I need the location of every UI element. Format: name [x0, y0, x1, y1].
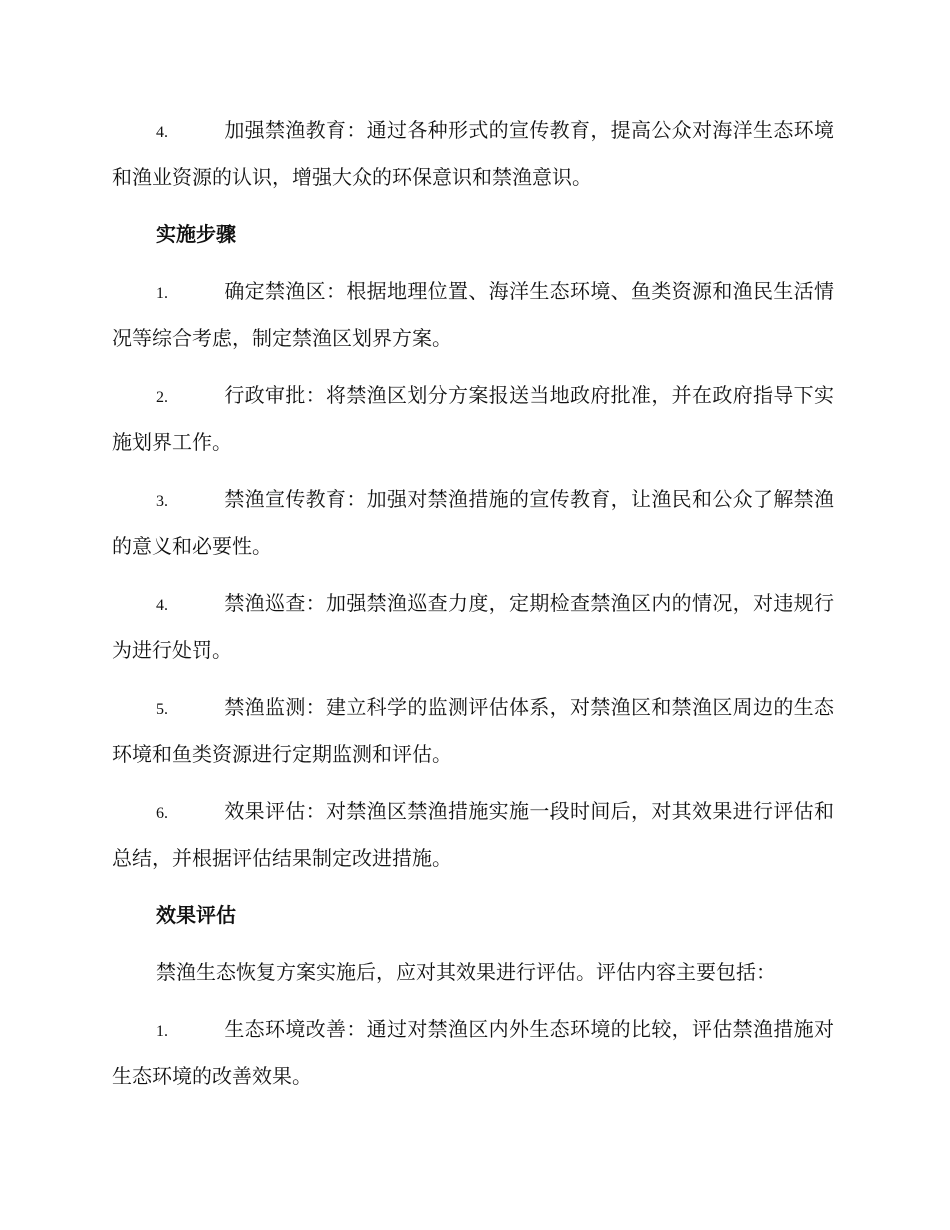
list-item	[112, 1007, 834, 1099]
list-item-text: 禁渔巡查：加强禁渔巡查力度，定期检查禁渔区内的情况，对违规行为进行处罚。	[112, 591, 834, 662]
list-item	[112, 581, 834, 673]
list-item-text: 生态环境改善：通过对禁渔区内外生态环境的比较，评估禁渔措施对生态环境的改善效果。	[112, 1017, 834, 1088]
list-item-text: 加强禁渔教育：通过各种形式的宣传教育，提高公众对海洋生态环境和渔业资源的认识，增强大众的环保意识和禁渔意识。	[112, 118, 834, 189]
list-item-text: 禁渔监测：建立科学的监测评估体系，对禁渔区和禁渔区周边的生态环境和鱼类资源进行定期监测和评估。	[112, 695, 834, 766]
list-item	[112, 269, 834, 361]
list-item-text: 效果评估：对禁渔区禁渔措施实施一段时间后，对其效果进行评估和总结，并根据评估结果制定改进措施。	[112, 799, 834, 870]
list-item	[112, 477, 834, 569]
list-item-number: 3.	[156, 493, 168, 510]
list-item	[112, 108, 834, 200]
list-item-number: 4.	[156, 597, 168, 614]
list-item-text: 确定禁渔区：根据地理位置、海洋生态环境、鱼类资源和渔民生活情况等综合考虑，制定禁渔区划界方案。	[112, 279, 834, 350]
list-item-number: 1.	[156, 285, 168, 302]
section-heading-evaluation: 效果评估	[156, 903, 236, 927]
list-item-number: 5.	[156, 701, 168, 718]
list-item-text: 行政审批：将禁渔区划分方案报送当地政府批准，并在政府指导下实施划界工作。	[112, 383, 834, 454]
list-item	[112, 789, 834, 881]
list-item-number: 2.	[156, 389, 168, 406]
section-heading-steps: 实施步骤	[156, 222, 236, 246]
list-item	[112, 373, 834, 465]
body-paragraph: 禁渔生态恢复方案实施后，应对其效果进行评估。评估内容主要包括：	[156, 960, 776, 984]
document-body	[112, 108, 834, 1111]
list-item-number: 6.	[156, 805, 168, 822]
list-item	[112, 685, 834, 777]
list-item-number: 1.	[156, 1023, 168, 1040]
list-item-number: 4.	[156, 124, 168, 141]
list-item-text: 禁渔宣传教育：加强对禁渔措施的宣传教育，让渔民和公众了解禁渔的意义和必要性。	[112, 487, 834, 558]
